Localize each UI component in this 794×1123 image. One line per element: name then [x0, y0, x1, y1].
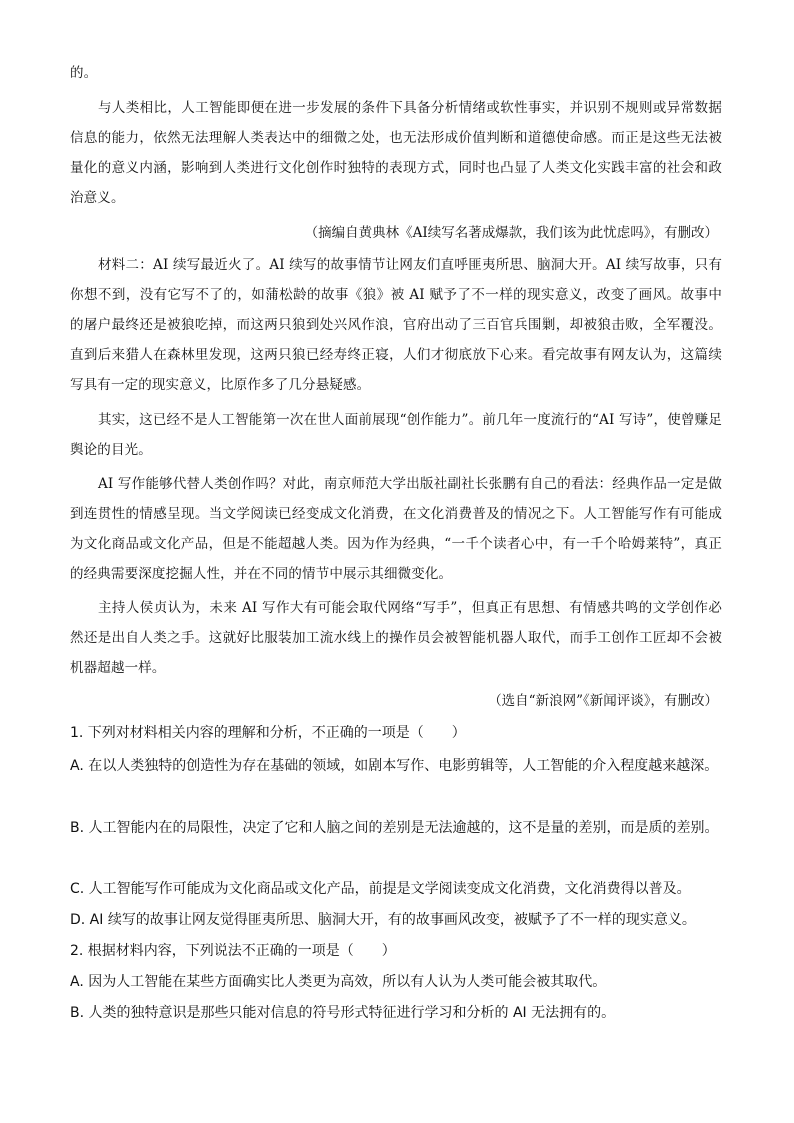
question-1-option-c: C. 人工智能写作可能成为文化商品或文化产品，前提是文学阅读变成文化消费，文化消费得以普及。: [70, 881, 691, 897]
source-citation-1: （摘编自黄典林《AI续写名著成爆款，我们该为此忧虑吗》，有删改）: [304, 225, 718, 241]
paragraph-material-two: 材料二：AI 续写最近火了。AI 续写的故事情节让网友们直呼匪夷所思、脑洞大开。AI 续写故事，只有你想不到，没有它写不了的，如蒲松龄的故事《狼》被 AI 赋予了不一样的现实意义，改变了画风。故事中的屠户最终还是被狼吃掉，而这两只狼到处兴风作浪，官府出动了三百官兵围剿，却被狼击败，全军覆没。直到后来猎人在森林里发现，这两只狼已经寿终正寝，人们才彻底放下心来。看完故事有网友认为，这篇续写具有一定的现实意义，比原作多了几分悬疑感。: [70, 257, 722, 393]
paragraph-creation-ability: 其实，这已经不是人工智能第一次在世人面前展现“创作能力”。前几年一度流行的“AI 写诗”，使曾赚足舆论的目光。: [70, 412, 722, 458]
question-1-stem: 1. 下列对材料相关内容的理解和分析，不正确的一项是（ ）: [70, 725, 466, 741]
question-2-stem: 2. 根据材料内容，下列说法不正确的一项是（ ）: [70, 943, 396, 959]
question-2-option-a: A. 因为人工智能在某些方面确实比人类更为高效，所以有人认为人类可能会被其取代。: [70, 974, 607, 990]
question-1-option-b: B. 人工智能内在的局限性，决定了它和人脑之间的差别是无法逾越的，这不是量的差别，而是质的差别。: [70, 820, 719, 836]
paragraph-continuation: 的。: [70, 65, 98, 81]
paragraph-ai-writing: AI 写作能够代替人类创作吗？对此，南京师范大学出版社副社长张鹏有自己的看法：经典作品一定是做到连贯性的情感呈现。当文学阅读已经变成文化消费，在文化消费普及的情况之下。人工智能写作有可能成为文化商品或文化产品，但是不能超越人类。因为作为经典，“一千个读者心中，有一千个哈姆莱特”，真正的经典需要深度挖掘人性，并在不同的情节中展示其细微变化。: [70, 476, 722, 582]
question-2-option-b: B. 人类的独特意识是那些只能对信息的符号形式特征进行学习和分析的 AI 无法拥有的。: [70, 1005, 616, 1021]
question-1-option-d: D. AI 续写的故事让网友觉得匪夷所思、脑洞大开，有的故事画风改变，被赋予了不一样的现实意义。: [70, 912, 696, 928]
paragraph-comparison: 与人类相比，人工智能即便在进一步发展的条件下具备分析情绪或软性事实，并识别不规则或异常数据信息的能力，依然无法理解人类表达中的细微之处，也无法形成价值判断和道德使命感。而正是这些无法被量化的意义内涵，影响到人类进行文化创作时独特的表现方式，同时也凸显了人类文化实践丰富的社会和政治意义。: [70, 100, 722, 206]
paragraph-host-opinion: 主持人侯贞认为，未来 AI 写作大有可能会取代网络“写手”，但真正有思想、有情感共鸣的文学创作必然还是出自人类之手。这就好比服装加工流水线上的操作员会被智能机器人取代，而手工创作工匠却不会被机器超越一样。: [70, 600, 722, 676]
source-citation-2: （选自“新浪网”《新闻评谈》，有删改）: [488, 693, 718, 709]
question-1-option-a: A. 在以人类独特的创造性为存在基础的领域，如剧本写作、电影剪辑等，人工智能的介入程度越来越深。: [70, 758, 719, 774]
